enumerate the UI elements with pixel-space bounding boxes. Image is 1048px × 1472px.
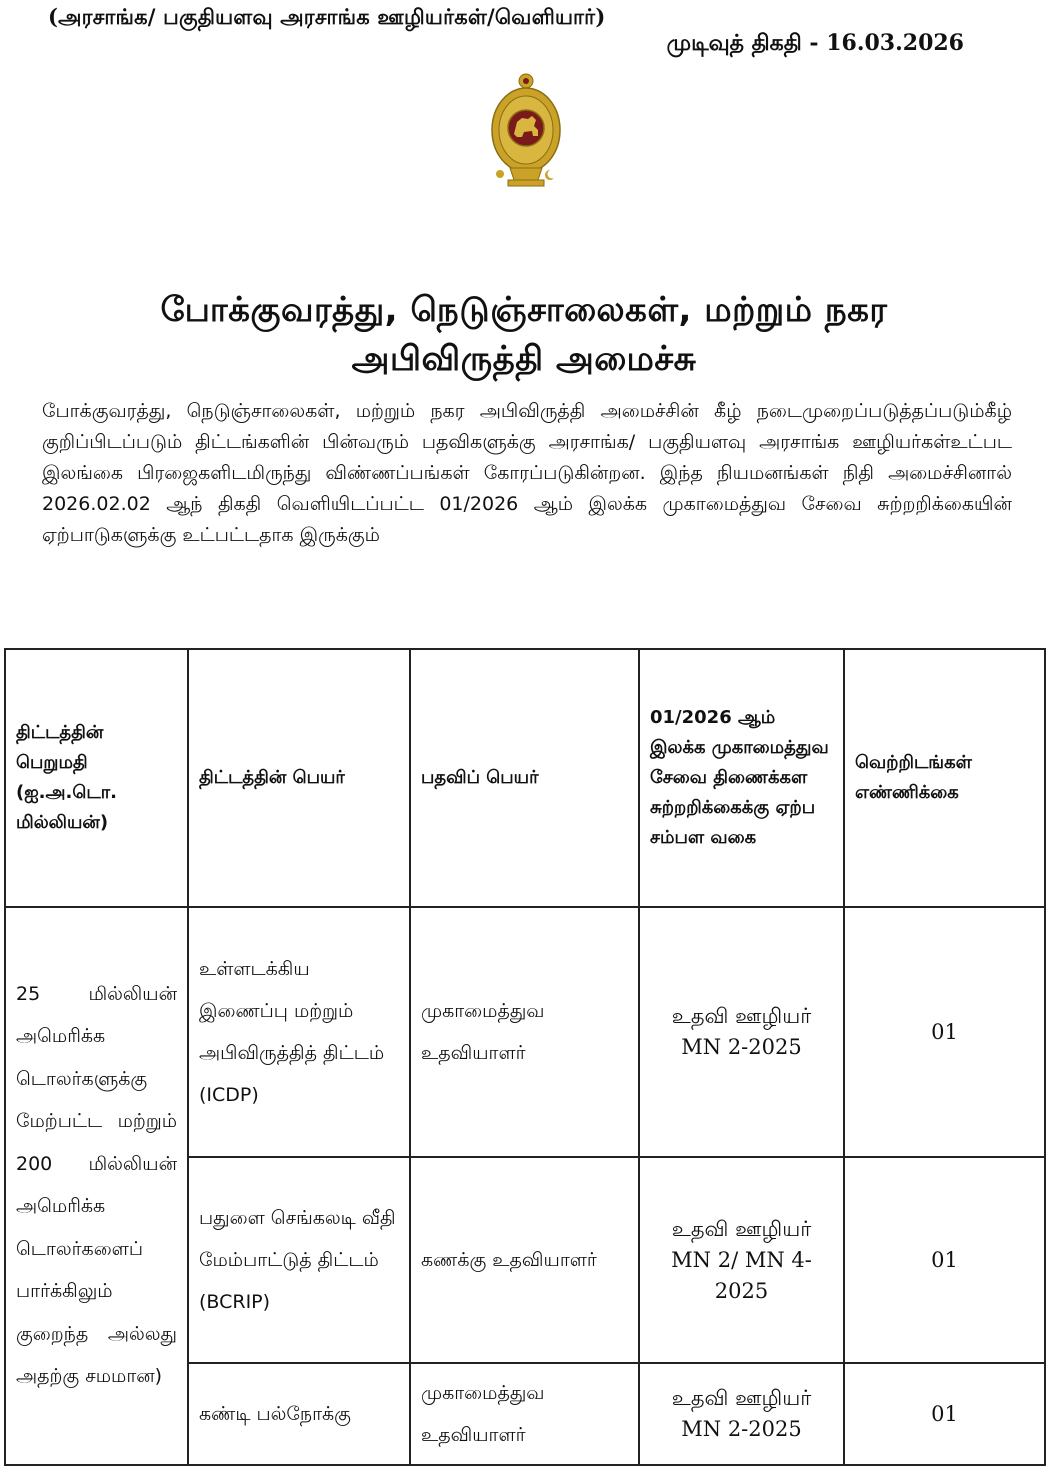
project-name-cell: உள்ளடக்கிய இணைப்பு மற்றும் அபிவிருத்தித் திட்டம் (ICDP) — [188, 907, 410, 1157]
col-header-project-name: திட்டத்தின் பெயர் — [188, 649, 410, 907]
post-name-cell: கணக்கு உதவியாளர் — [410, 1157, 639, 1363]
col-header-project-value: திட்டத்தின் பெறுமதி (ஐ.அ.டொ. மில்லியன்) — [5, 649, 188, 907]
closing-date: முடிவுத் திகதி - 16.03.2026 — [666, 30, 964, 56]
col-header-vacancies: வெற்றிடங்கள் எண்ணிக்கை — [844, 649, 1045, 907]
salary-code-cell: உதவி ஊழியர் MN 2/ MN 4-2025 — [639, 1157, 844, 1363]
col-header-salary-code: 01/2026 ஆம் இலக்க முகாமைத்துவ சேவை திணைக்கள சுற்றறிக்கைக்கு ஏற்ப சம்பள வகை — [639, 649, 844, 907]
vacancy-table — [4, 648, 1046, 1466]
sri-lanka-emblem-icon — [484, 72, 568, 190]
vacancy-count-cell: 01 — [844, 907, 1045, 1157]
salary-code-cell: உதவி ஊழியர் MN 2-2025 — [639, 1363, 844, 1465]
col-header-post-name: பதவிப் பெயர் — [410, 649, 639, 907]
project-value-cell: 25 மில்லியன் அமெரிக்க டொலர்களுக்கு மேற்பட்ட மற்றும் 200 மில்லியன் அமெரிக்க டொலர்களைப் பார்க்கிலும் குறைந்த அல்லது அதற்கு சமமான) — [5, 907, 188, 1465]
post-name-cell: முகாமைத்துவ உதவியாளர் — [410, 1363, 639, 1465]
intro-paragraph: போக்குவரத்து, நெடுஞ்சாலைகள், மற்றும் நகர அபிவிருத்தி அமைச்சின் கீழ் நடைமுறைப்படுத்தப்படும்கீழ் குறிப்பிடப்படும் திட்டங்களின் பின்வரும் பதவிகளுக்கு அரசாங்க/ பகுதியளவு அரசாங்க ஊழியர்கள்உட்பட இலங்கை பிரஜைகளிடமிருந்து விண்ணப்பங்கள் கோரப்படுகின்றன. இந்த நியமனங்கள் நிதி அமைச்சினால் 2026.02.02 ஆந் திகதி வெளியிடப்பட்ட 01/2026 ஆம் இலக்க முகாமைத்துவ சேவை சுற்றறிக்கையின் ஏற்பாடுகளுக்கு உட்பட்டதாக இருக்கும் — [42, 400, 1012, 546]
post-name-cell: முகாமைத்துவ உதவியாளர் — [410, 907, 639, 1157]
ministry-title-line1: போக்குவரத்து, நெடுஞ்சாலைகள், மற்றும் நகர — [160, 290, 888, 330]
project-name-cell: கண்டி பல்நோக்கு — [188, 1363, 410, 1465]
ministry-title-line2: அபிவிருத்தி அமைச்சு — [351, 339, 697, 379]
vacancy-count-cell: 01 — [844, 1157, 1045, 1363]
table-row — [5, 907, 1045, 1157]
project-name-cell: பதுளை செங்கலடி வீதி மேம்பாட்டுத் திட்டம் (BCRIP) — [188, 1157, 410, 1363]
vacancy-count-cell: 01 — [844, 1363, 1045, 1465]
table-header-row — [5, 649, 1045, 907]
salary-code-cell: உதவி ஊழியர் MN 2-2025 — [639, 907, 844, 1157]
eligibility-note: (அரசாங்க/ பகுதியளவு அரசாங்க ஊழியர்கள்/வெளியார்) — [48, 4, 606, 29]
